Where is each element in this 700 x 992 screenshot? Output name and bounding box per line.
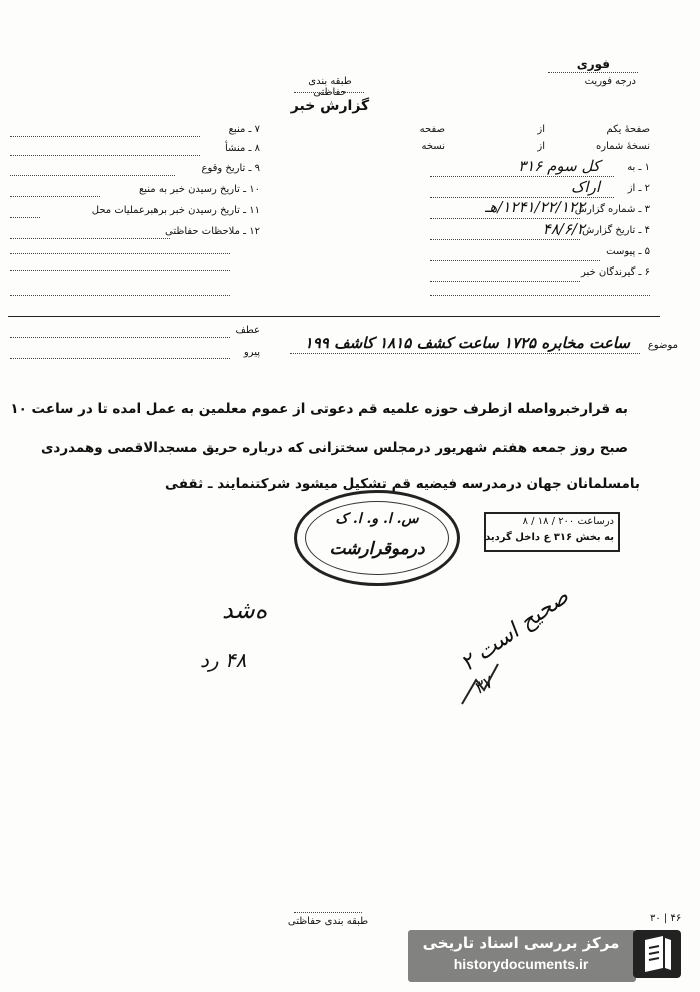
peyro-dotline	[10, 358, 230, 359]
handwritten-note-right-1: صحیح است ۲	[456, 584, 574, 677]
source-label: ۷ ـ منبع	[228, 124, 260, 135]
report-date-value: ۴۸/۶/۲	[542, 220, 585, 238]
body-line-2: صبح روز جمعه هفتم شهریور درمجلس سختزانی که درباره حریق مسجدالاقصی وهمدردی	[41, 440, 628, 456]
page-number-label: صفحهٔ یکم	[606, 124, 650, 135]
to-label: ۱ ـ به	[627, 162, 650, 173]
to-dotline	[430, 176, 614, 177]
report-date-label: ۴ ـ تاریخ گزارش	[582, 225, 650, 236]
handwritten-note-left-2: ۴۸ رد	[200, 648, 247, 672]
watermark-org-name: مرکز بررسی اسناد تاریخی	[422, 934, 620, 952]
local-date-dotline	[10, 217, 40, 218]
report-date-dotline	[430, 239, 580, 240]
classification-top: طبقه بندی حفاظتی	[308, 76, 352, 98]
origin-dotline	[10, 155, 200, 156]
attachment-dotline	[430, 260, 600, 261]
attachment-label: ۵ ـ پیوست	[606, 246, 650, 257]
peyro-label: پیرو	[243, 347, 260, 358]
report-no-value: ۱۲۴۱/۲۲/۱۲۲/هـ	[485, 198, 585, 216]
classification-bottom: طبقه بندی حفاظتی	[287, 916, 369, 927]
classification-bottom-overline	[294, 912, 362, 913]
page-unit-label: صفحه	[419, 124, 445, 135]
local-date-label: ۱۱ ـ تاریخ رسیدن خبر برهبرعملیات محل	[91, 205, 260, 216]
classification-underline	[294, 92, 364, 93]
receipt-box-stamp	[484, 512, 620, 552]
source-dotline	[10, 136, 200, 137]
atf-dotline	[10, 337, 230, 338]
notes-dotline-4	[10, 295, 230, 296]
to-value: کل سوم ۳۱۶	[518, 157, 600, 175]
event-date-label: ۹ ـ تاریخ وقوع	[201, 163, 260, 174]
recipients-dotline-2	[430, 295, 650, 296]
archive-logo-icon	[633, 930, 681, 978]
atf-label: عطف	[235, 325, 260, 336]
copy-unit-label: نسخه	[421, 141, 445, 152]
official-oval-stamp	[294, 490, 460, 586]
receipt-stamp-line-2: به بخش ۳۱۶ ع داخل گردید	[485, 532, 614, 543]
subject-value: ساعت مخابره ۱۷۲۵ ساعت کشف ۱۸۱۵ کاشف ۱۹۹	[304, 334, 630, 352]
urgency-value: فوری	[576, 57, 610, 71]
recipients-dotline	[430, 281, 580, 282]
copy-from-label: از	[537, 141, 545, 152]
notes-dotline-1	[10, 238, 170, 239]
oval-stamp-line-2: درموقرارشت	[329, 539, 425, 559]
copy-number-label: نسخهٔ شماره	[596, 141, 650, 152]
origin-label: ۸ ـ منشأ	[224, 143, 260, 154]
form-code: ۳۰ | ۴۶	[650, 913, 682, 924]
received-date-label: ۱۰ ـ تاریخ رسیدن خبر به منبع	[138, 184, 260, 195]
handwritten-note-left-1: ه‌شد	[222, 596, 268, 624]
from-value: اراک	[570, 178, 600, 196]
page-title: گزارش خبر	[290, 98, 370, 114]
notes-dotline-3	[10, 270, 230, 271]
report-no-label: ۳ ـ شماره گزارش	[574, 204, 650, 215]
body-line-1: به قرارخبرواصله ازطرف حوزه علمیه قم دعوتی از عموم معلمین به عمل امده تا در ساعت ۱۰	[10, 401, 628, 417]
recipients-label: ۶ ـ گیرندگان خبر	[580, 267, 650, 278]
header-separator	[8, 316, 660, 317]
from-label: ۲ ـ از	[627, 183, 650, 194]
security-notes-label: ۱۲ ـ ملاحظات حفاظتی	[165, 226, 260, 237]
page-from-label: از	[537, 124, 545, 135]
receipt-stamp-line-1: درساعت ۲۰۰ / ۱۸ / ۸	[522, 516, 614, 527]
body-line-3: بامسلمانان جهان درمدرسه فیضیه قم تشکیل میشود شرکتنمایند ـ ثقفی	[165, 476, 640, 492]
report-no-dotline	[430, 218, 580, 219]
urgency-label: درجه فوریت	[584, 76, 636, 87]
oval-stamp-line-1: س. ا. و. ا. ک	[335, 511, 419, 527]
subject-label: موضوع	[647, 340, 678, 351]
event-date-dotline	[10, 175, 175, 176]
urgency-underline	[548, 72, 638, 73]
watermark-url: historydocuments.ir	[453, 956, 589, 972]
signature-stroke	[458, 660, 508, 710]
notes-dotline-2	[10, 253, 230, 254]
subject-dotline	[290, 353, 640, 354]
handwritten-note-right-2: ۳۷	[470, 672, 497, 700]
received-date-dotline	[10, 196, 100, 197]
